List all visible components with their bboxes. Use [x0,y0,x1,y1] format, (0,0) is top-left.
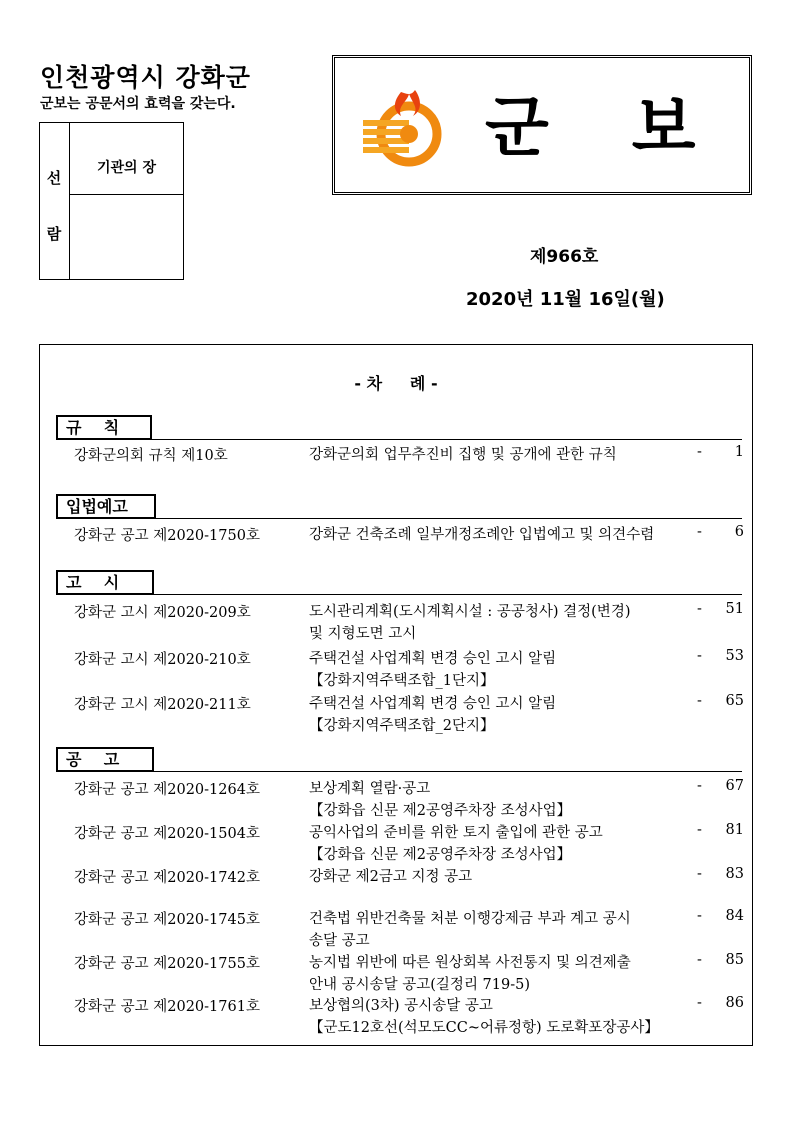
toc-section-label: 입법예고 [56,494,156,519]
entry-title-line: 및 지형도면 고시 [309,626,417,642]
section-divider [56,771,742,772]
circulation-label-column [40,123,70,279]
entry-ref: 강화군 공고 제2020-1264호 [74,782,260,798]
entry-dash: - [697,866,702,882]
entry-page: 65 [725,693,744,709]
entry-dash: - [697,693,702,709]
entry-title-line: 농지법 위반에 따른 원상회복 사전통지 및 의견제출 [309,955,631,971]
entry-title-line: 송달 공고 [309,933,370,949]
circulation-box [39,122,184,280]
entry-dash: - [697,952,702,968]
org-subtitle: 군보는 공문서의 효력을 갖는다. [40,96,236,112]
entry-title-line: 안내 공시송달 공고(길정리 719-5) [309,977,531,993]
entry-dash: - [697,444,702,460]
circulation-column-header: 기관의 장 [97,160,156,176]
entry-dash: - [697,908,702,924]
entry-title-line: 【강화지역주택조합_1단지】 [309,673,495,689]
entry-dash: - [697,601,702,617]
entry-page: 1 [734,444,744,460]
entry-dash: - [697,648,702,664]
entry-page: 53 [725,648,744,664]
entry-ref: 강화군 고시 제2020-209호 [74,605,251,621]
entry-ref: 강화군 공고 제2020-1761호 [74,999,260,1015]
circulation-header-cell [70,123,183,195]
entry-ref: 강화군 공고 제2020-1750호 [74,528,260,544]
entry-page: 85 [725,952,744,968]
toc-title: - 차 례 - [354,374,438,393]
entry-title-line: 보상협의(3차) 공시송달 공고 [309,998,493,1014]
entry-page: 51 [725,601,744,617]
entry-title-line: 【강화읍 신문 제2공영주차장 조성사업】 [309,847,572,863]
issue-date: 2020년 11월 16일(월) [466,289,665,310]
entry-dash: - [697,822,702,838]
entry-page: 84 [725,908,744,924]
section-divider [56,518,742,519]
entry-ref: 강화군 공고 제2020-1745호 [74,912,260,928]
entry-title-line: 보상계획 열람·공고 [309,781,431,797]
toc-section-label: 고 시 [56,570,154,595]
entry-page: 86 [725,995,744,1011]
publication-title: 군 보 [485,89,726,166]
entry-title-line: 강화군의회 업무추진비 집행 및 공개에 관한 규칙 [309,447,617,463]
entry-title-line: 【강화읍 신문 제2공영주차장 조성사업】 [309,803,572,819]
entry-ref: 강화군 고시 제2020-211호 [74,697,251,713]
entry-page: 6 [734,524,744,540]
entry-title-line: 건축법 위반건축물 처분 이행강제금 부과 계고 공시 [309,911,631,927]
entry-title-line: 【강화지역주택조합_2단지】 [309,718,495,734]
gunbo-emblem-icon [357,82,447,172]
entry-title-line: 도시관리계획(도시계획시설 : 공공청사) 결정(변경) [309,604,631,620]
entry-title-line: 강화군 제2금고 지정 공고 [309,869,473,885]
entry-title-line: 강화군 건축조례 일부개정조례안 입법예고 및 의견수렴 [309,527,655,543]
toc-section-label: 공 고 [56,747,154,772]
section-divider [56,439,742,440]
entry-ref: 강화군 공고 제2020-1504호 [74,826,260,842]
entry-title-line: 주택건설 사업계획 변경 승인 고시 알림 [309,696,557,712]
org-name: 인천광역시 강화군 [40,63,251,92]
entry-title-line: 【군도12호선(석모도CC~어류정항) 도로확포장공사】 [309,1020,659,1036]
entry-ref: 강화군 고시 제2020-210호 [74,652,251,668]
entry-page: 81 [725,822,744,838]
entry-dash: - [697,524,702,540]
entry-ref: 강화군의회 규칙 제10호 [74,448,228,464]
entry-dash: - [697,995,702,1011]
entry-page: 67 [725,778,744,794]
entry-page: 83 [725,866,744,882]
toc-section-label: 규 칙 [56,415,152,440]
section-divider [56,594,742,595]
issue-number: 제966호 [530,247,599,267]
entry-dash: - [697,778,702,794]
entry-ref: 강화군 공고 제2020-1755호 [74,956,260,972]
table-of-contents [39,344,753,1046]
entry-ref: 강화군 공고 제2020-1742호 [74,870,260,886]
entry-title-line: 공익사업의 준비를 위한 토지 출입에 관한 공고 [309,825,603,841]
circulation-label-top: 선 [46,169,62,187]
circulation-label-bottom: 람 [46,225,62,243]
entry-title-line: 주택건설 사업계획 변경 승인 고시 알림 [309,651,557,667]
publication-title-box [332,55,752,195]
